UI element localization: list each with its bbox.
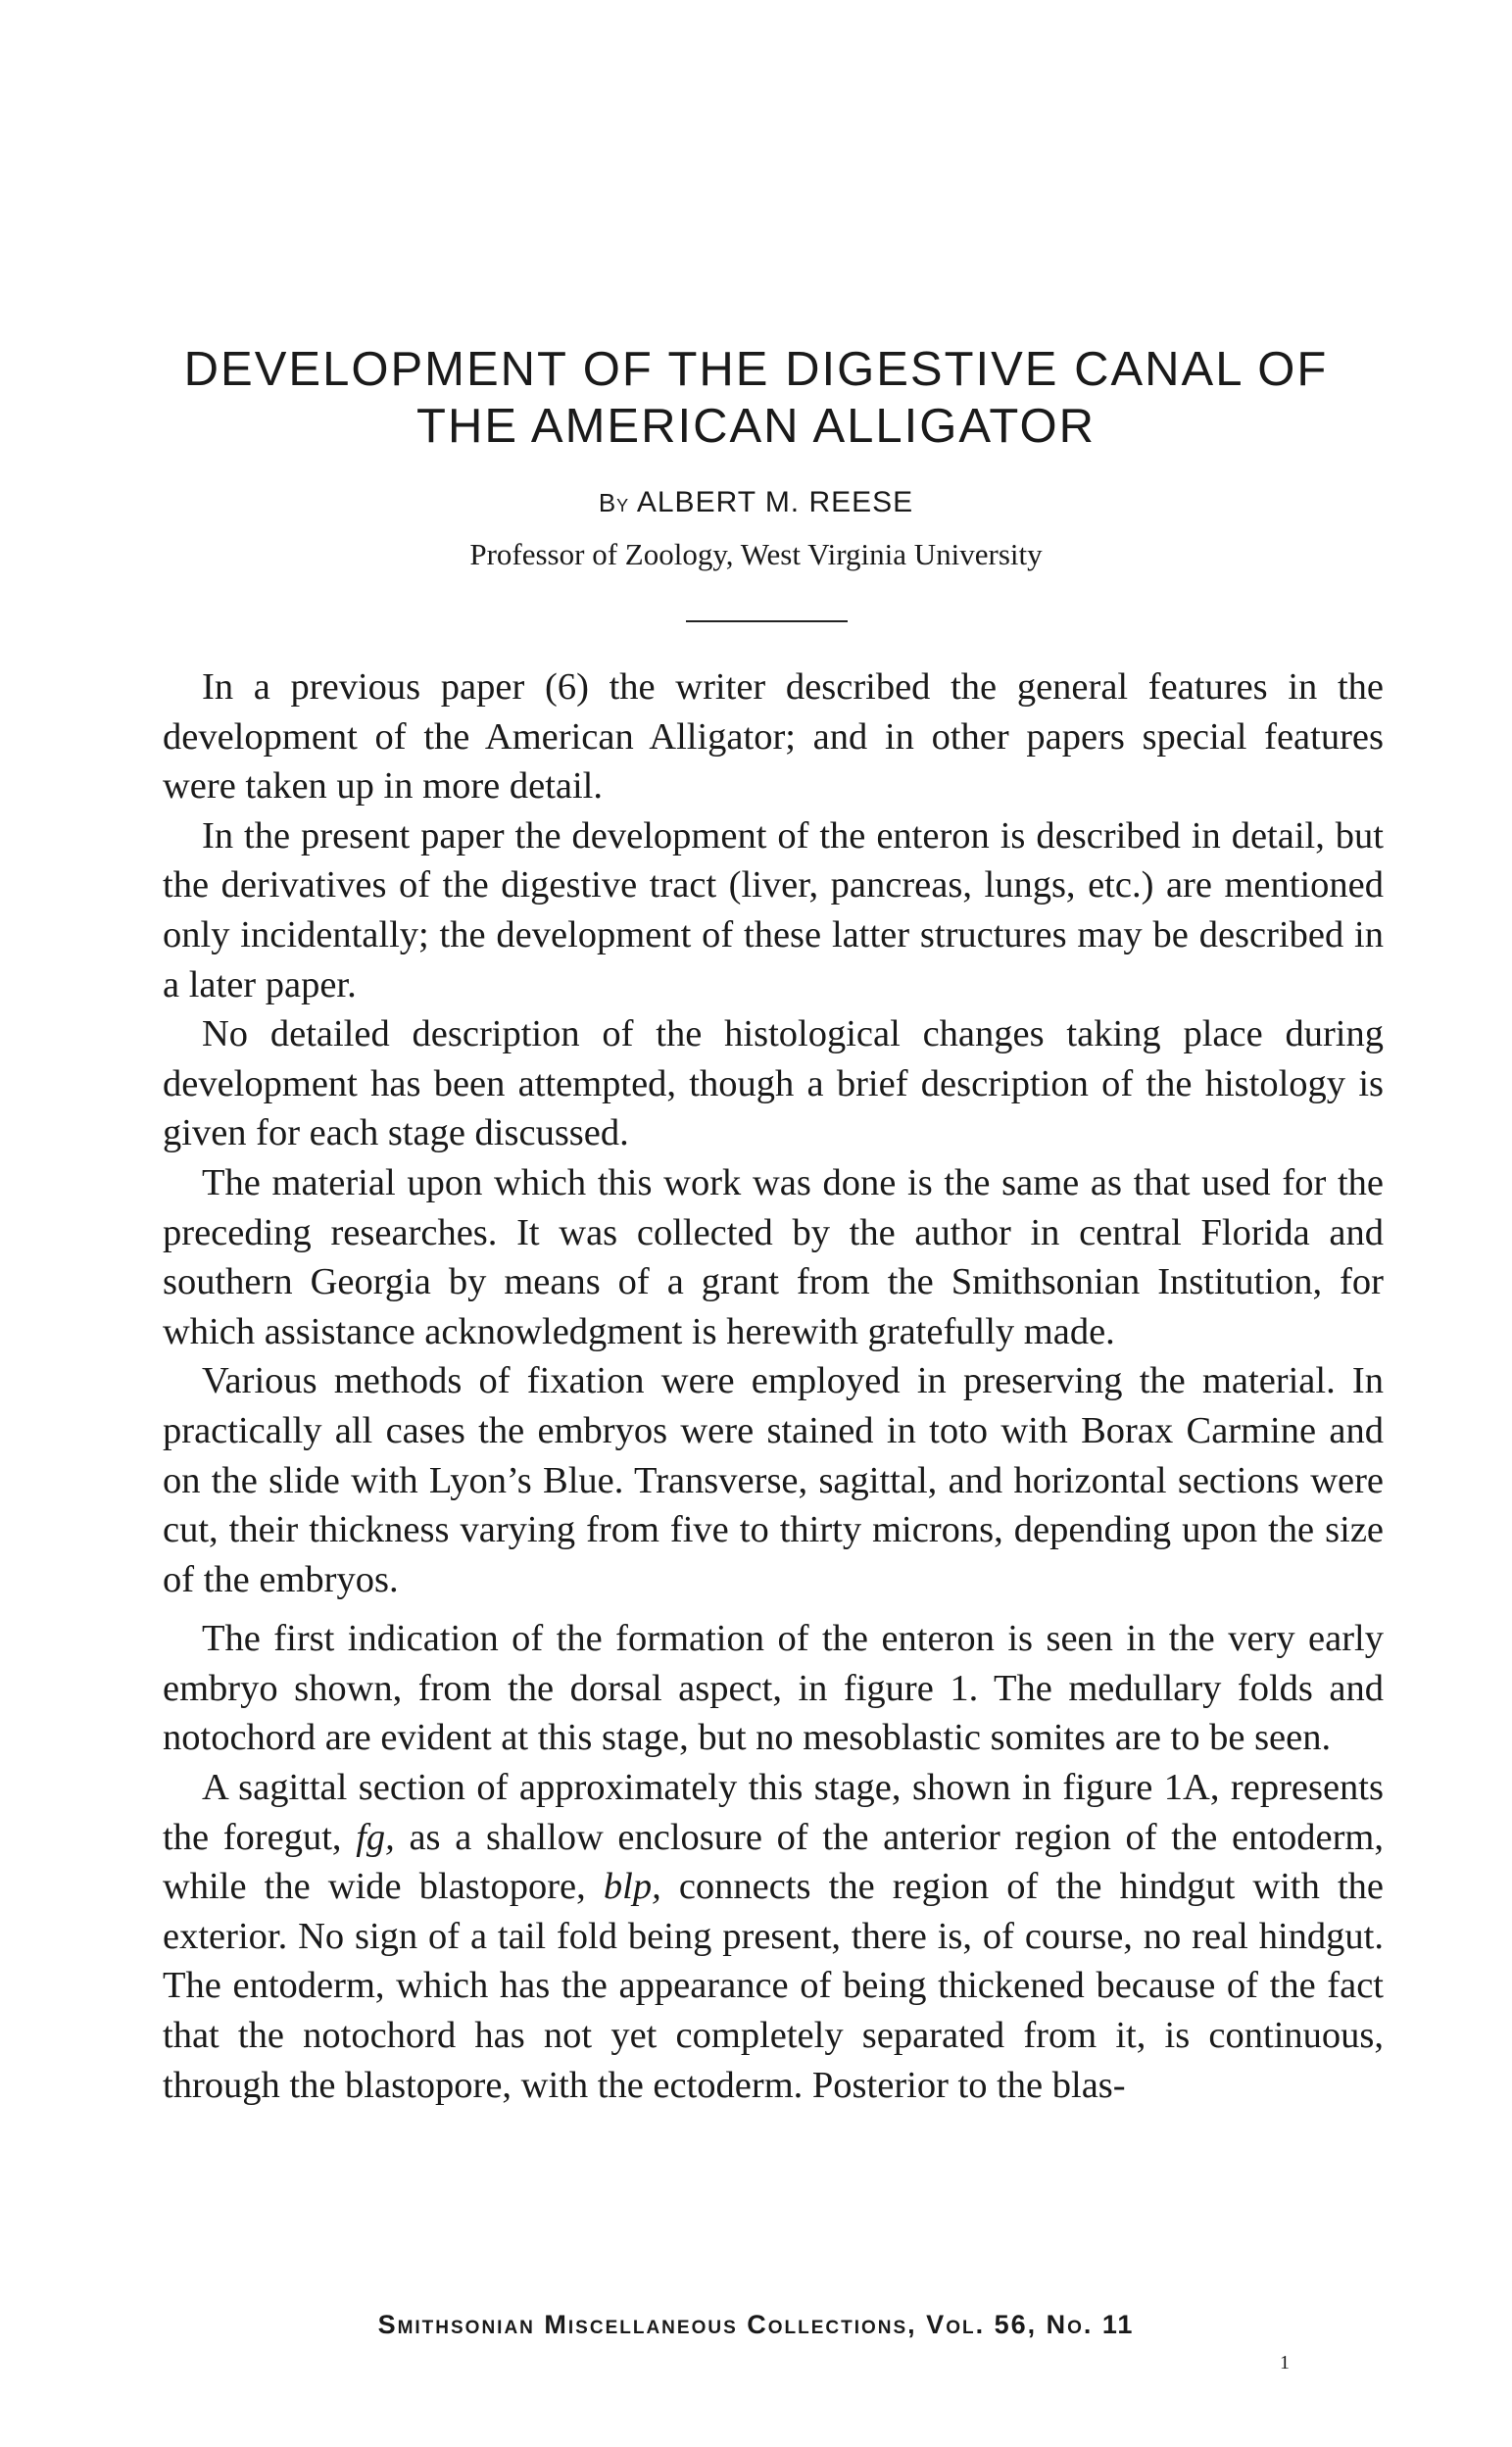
label-fg: fg, xyxy=(356,1816,395,1858)
title-divider xyxy=(686,620,848,622)
title-line-1: DEVELOPMENT OF THE DIGESTIVE CANAL OF xyxy=(183,343,1329,396)
paragraph-7-text-1: A sagittal section of approximately this stage, shown in figure 1A, represents the foregut, xyxy=(163,1767,1384,1858)
label-blp: blp, xyxy=(603,1866,661,1908)
paragraph-7-text-2: as a shallow enclosure of the anterior region of the entoderm, while the wide blastopore, xyxy=(163,1816,1384,1908)
title-line-2: THE AMERICAN ALLIGATOR xyxy=(416,400,1096,453)
paragraph-7-text-3: connects the region of the hindgut with the exterior. No sign of a tail fold being present, there is, of course, no real hindgut. The entoderm, which has the appearance of being thickened because of the fact that the notochord has not yet completely separated from it, is continuous, through the blastopore, with the ectoderm. Posterior to the blas- xyxy=(163,1866,1384,2106)
byline-prefix: By xyxy=(598,488,630,517)
paragraph-6: The first indication of the formation of the enteron is seen in the very early embryo shown, from the dorsal aspect, in figure 1. The medullary folds and notochord are evident at this stage, but no mesoblastic somites are to be seen. xyxy=(163,1618,1384,1759)
paragraph-2: In the present paper the development of the enteron is described in detail, but the derivatives of the digestive tract (liver, pancreas, lungs, etc.) are mentioned only incidentally; the development of these latter structures may be described in a later paper. xyxy=(163,814,1384,1005)
article-title xyxy=(147,341,1365,455)
paragraph-7 xyxy=(163,1763,1384,2110)
paragraph-5: Various methods of fixation were employed in preserving the material. In practically all cases the embryos were stained in toto with Borax Carmine and on the slide with Lyon’s Blue. Transverse, sagittal, and horizontal sections were cut, their thickness varying from five to thirty microns, depending upon the size of the embryos. xyxy=(163,1360,1384,1600)
journal-footer: Smithsonian Miscellaneous Collections, Vol. 56, No. 11 xyxy=(377,2310,1135,2339)
paragraph-1: In a previous paper (6) the writer described the general features in the development of the American Alligator; and in other papers special features were taken up in more detail. xyxy=(163,666,1384,808)
page-folio: 1 xyxy=(1280,2352,1290,2374)
author-name: ALBERT M. REESE xyxy=(636,486,914,518)
author-affiliation: Professor of Zoology, West Virginia University xyxy=(469,537,1043,571)
byline xyxy=(0,486,1512,519)
article-body xyxy=(163,662,1384,2110)
paragraph-3: No detailed description of the histological changes taking place during development has been attempted, though a brief description of the histology is given for each stage discussed. xyxy=(163,1013,1384,1154)
paragraph-4: The material upon which this work was done is the same as that used for the preceding researches. It was collected by the author in central Florida and southern Georgia by means of a grant from the Smithsonian Institution, for which assistance acknowledgment is herewith gratefully made. xyxy=(163,1161,1384,1352)
